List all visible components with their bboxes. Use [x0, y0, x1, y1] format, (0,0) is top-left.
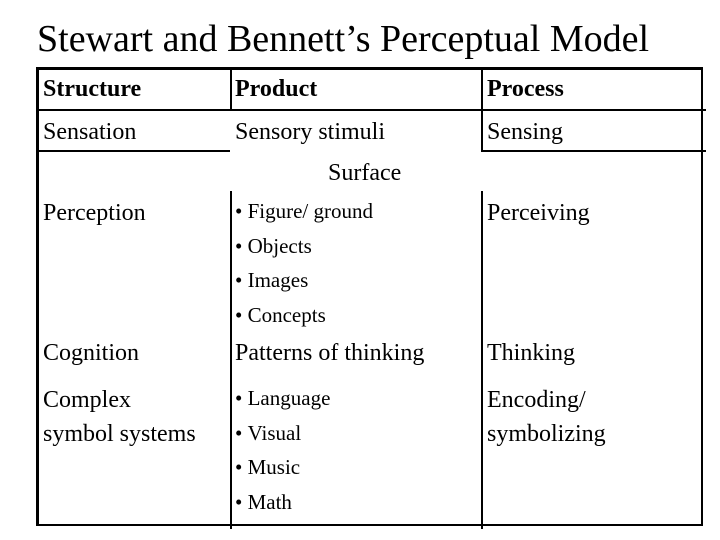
perception-structure: Perception: [43, 200, 146, 226]
perceptual-model-table: [36, 67, 703, 526]
perception-product-list: [235, 194, 373, 332]
sensation-divider-right: [481, 150, 706, 152]
complex-process-line1: Encoding/: [487, 387, 586, 413]
list-item: • Concepts: [235, 298, 373, 333]
column-divider-2-lower: [481, 191, 483, 529]
cognition-process: Thinking: [487, 340, 575, 366]
complex-structure-line2: symbol systems: [43, 421, 196, 447]
cognition-structure: Cognition: [43, 340, 140, 366]
column-divider-1-lower: [230, 191, 232, 529]
list-item: • Visual: [235, 416, 330, 451]
surface-label: Surface: [328, 160, 402, 186]
header-process: Process: [487, 76, 564, 102]
list-item: • Music: [235, 450, 330, 485]
header-product: Product: [235, 76, 318, 102]
sensation-structure: Sensation: [43, 119, 137, 145]
sensation-process: Sensing: [487, 119, 564, 145]
perception-process: Perceiving: [487, 200, 590, 226]
list-item: • Figure/ ground: [235, 194, 373, 229]
list-item: • Objects: [235, 229, 373, 264]
sensation-divider-left: [39, 150, 230, 152]
complex-structure-line1: Complex: [43, 387, 131, 413]
column-divider-1-upper: [230, 70, 232, 109]
list-item: • Language: [235, 381, 330, 416]
header-divider: [39, 109, 706, 111]
complex-product-list: [235, 381, 330, 519]
complex-process-line2: symbolizing: [487, 421, 606, 447]
sensation-product: Sensory stimuli: [235, 119, 386, 145]
page-title: Stewart and Bennett’s Perceptual Model: [37, 18, 650, 60]
cognition-product: Patterns of thinking: [235, 340, 425, 366]
header-structure: Structure: [43, 76, 142, 102]
list-item: • Math: [235, 485, 330, 520]
list-item: • Images: [235, 263, 373, 298]
